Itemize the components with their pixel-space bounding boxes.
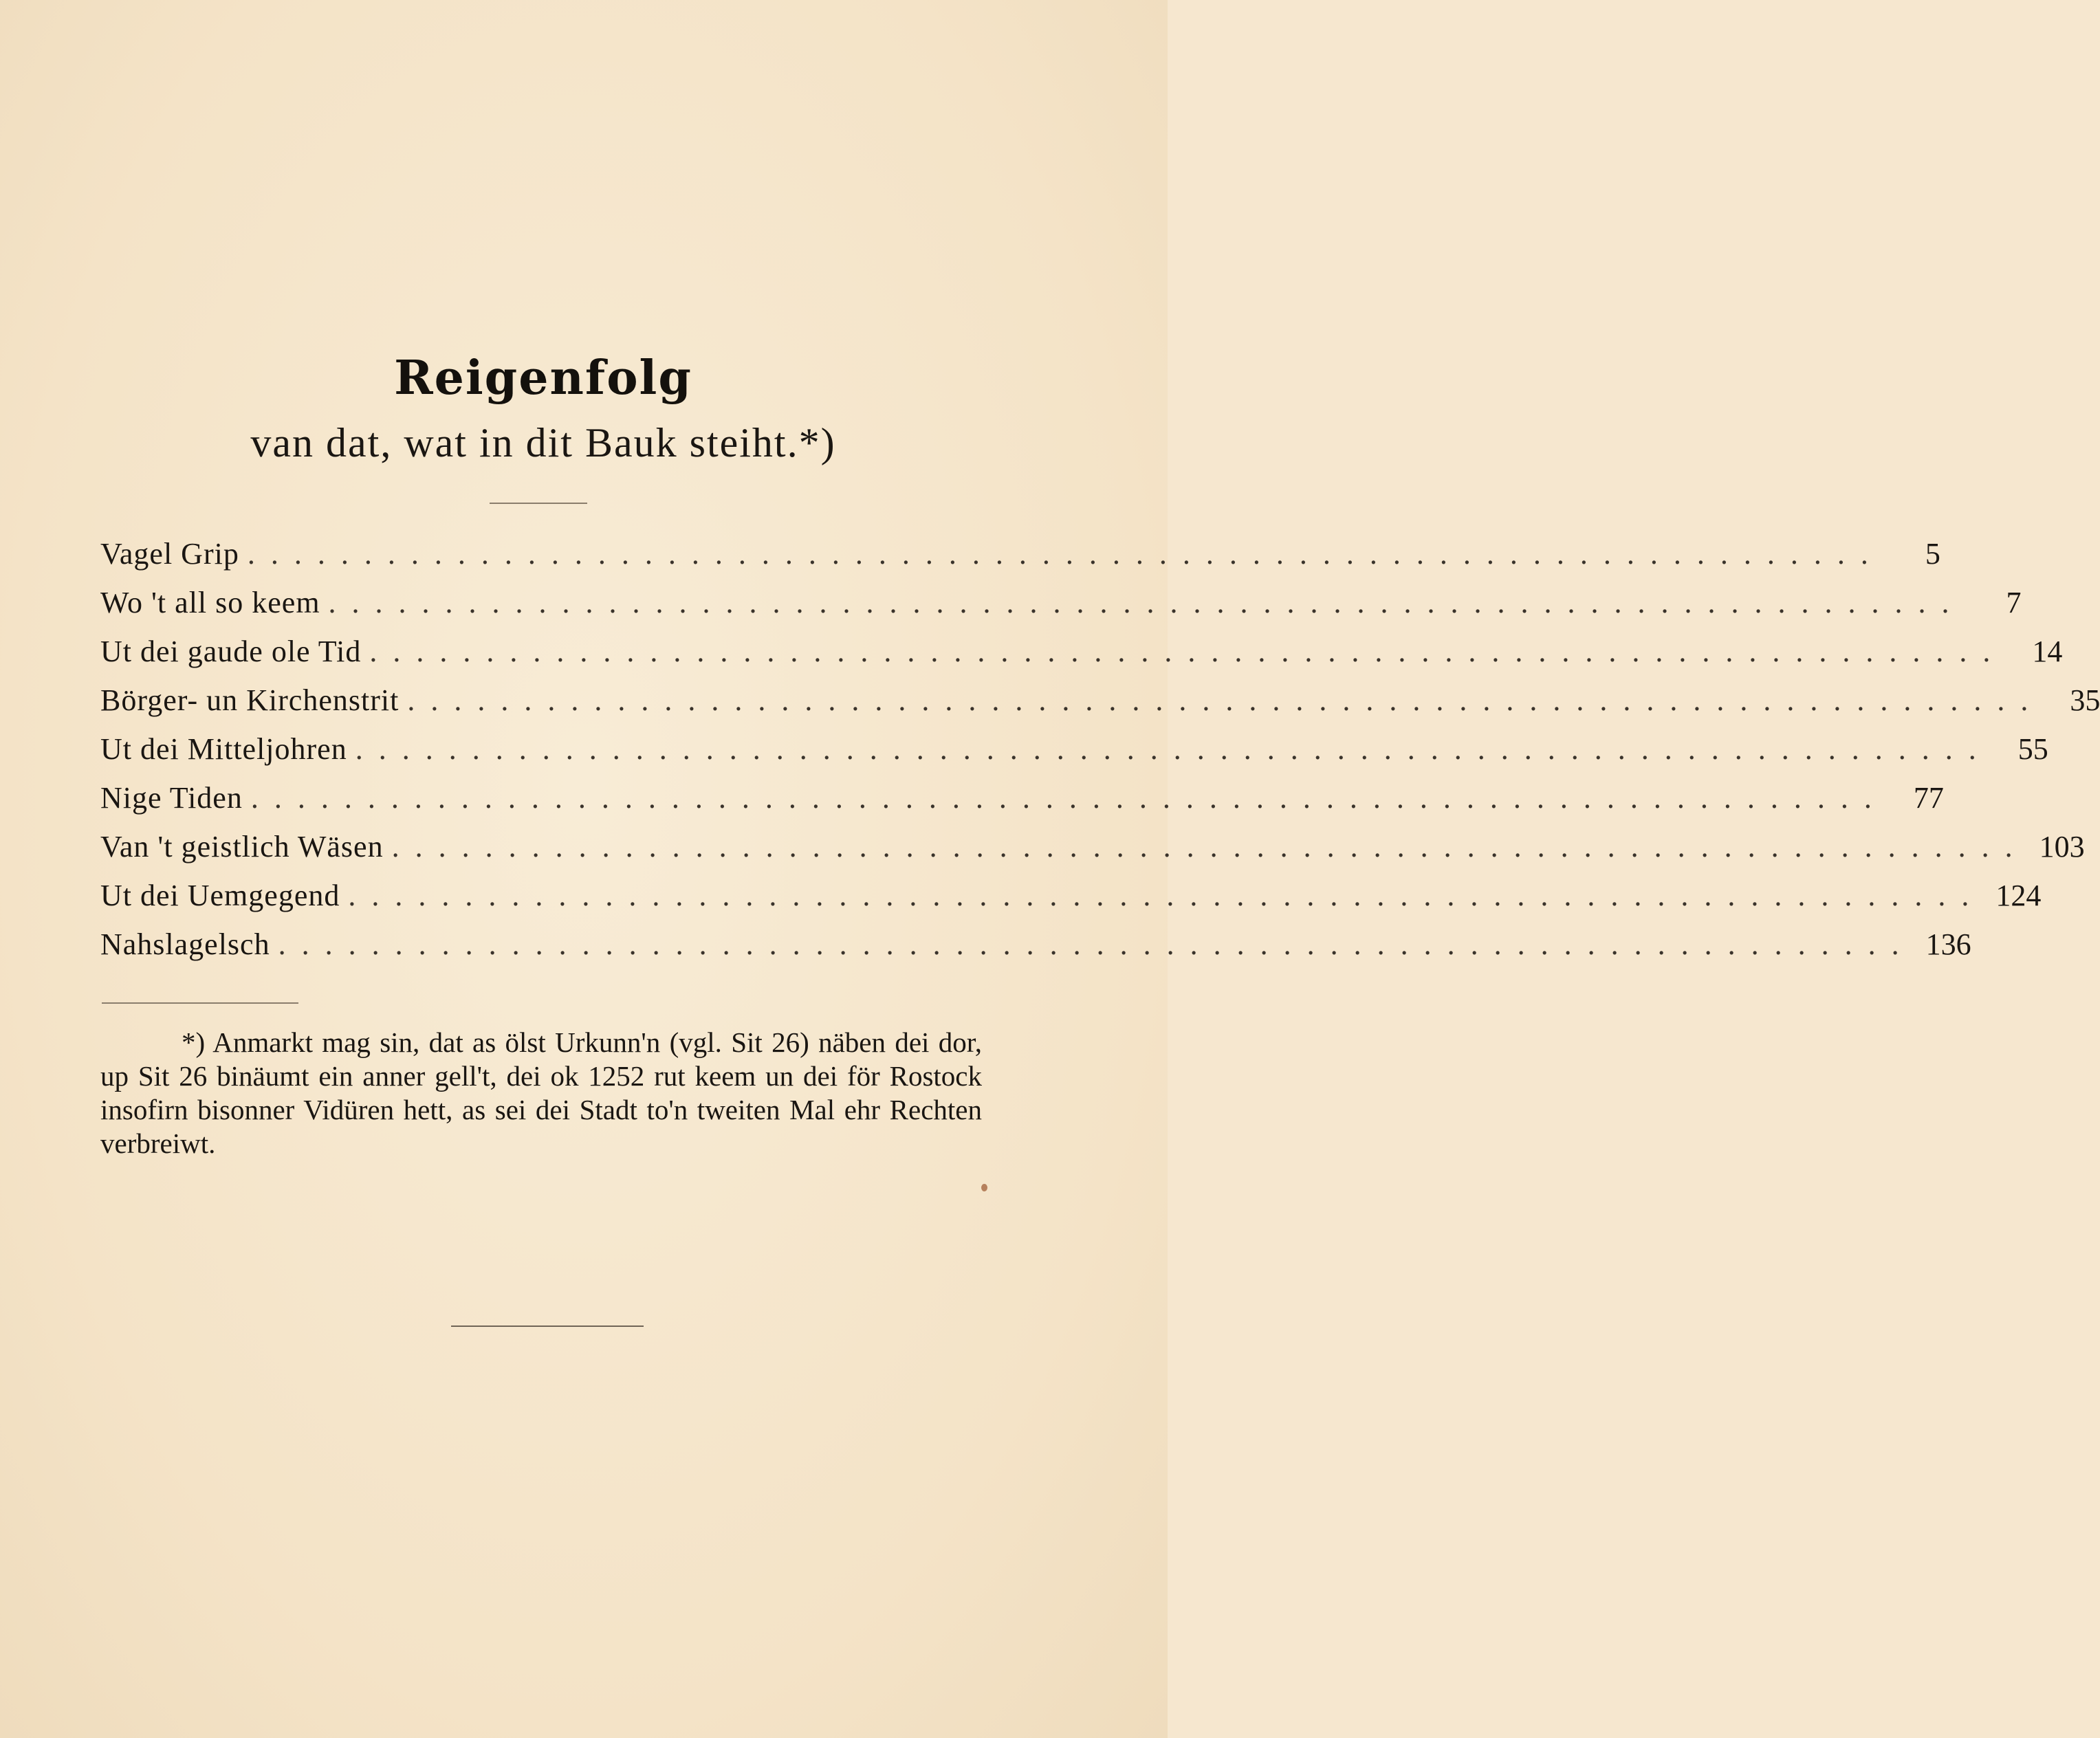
footnote-text: *) Anmarkt mag sin, dat as ölst Urkunn'n (vgl. Sit 26) näben dei dor, up Sit 26 binäumt ein anner gell't, dei ok 1252 rut keem un dei för Rostock insofirn bisonner Vidüren hett, as sei dei Stadt to'n tweiten Mal ehr Rechten verbreiwt. — [100, 1026, 982, 1159]
toc-entry — [100, 683, 2100, 732]
toc-entry — [100, 585, 2022, 634]
toc-entry — [100, 536, 1940, 585]
page-title: Reigenfolg — [394, 351, 692, 406]
toc-entry-page: 35 — [2070, 683, 2100, 717]
toc-entry-title: Ut dei Mitteljohren — [100, 732, 347, 766]
end-rule — [451, 1326, 644, 1327]
toc-entry-page: 124 — [1995, 879, 2042, 912]
toc-leader-dots: ...................................................................... — [250, 781, 1888, 815]
toc-entry-title: Ut dei gaude ole Tid — [100, 635, 362, 668]
toc-leader-dots: ...................................................................... — [407, 683, 2044, 717]
footnote — [100, 1026, 982, 1160]
toc-leader-dots: ...................................................................... — [355, 732, 1992, 766]
toc-entry-page: 14 — [2032, 635, 2063, 668]
toc-entry-page: 7 — [2006, 586, 2022, 619]
table-of-contents — [100, 536, 2100, 976]
toc-entry-page: 136 — [1925, 927, 1971, 961]
toc-entry-title: Nige Tiden — [100, 781, 243, 815]
toc-entry — [100, 780, 1944, 829]
toc-entry — [100, 732, 2048, 780]
toc-leader-dots: ...................................................................... — [391, 830, 2028, 864]
toc-leader-dots: ...................................................................... — [278, 927, 1915, 961]
toc-entry-title: Vagel Grip — [100, 537, 239, 571]
toc-entry-title: Börger- un Kirchenstrit — [100, 683, 400, 717]
toc-entry — [100, 878, 2042, 927]
toc-leader-dots: ...................................................................... — [328, 586, 1965, 619]
toc-entry — [100, 927, 1971, 976]
toc-entry-title: Wo 't all so keem — [100, 586, 320, 619]
toc-entry-page: 77 — [1913, 781, 1944, 815]
footnote-divider — [102, 1002, 298, 1004]
paper-speck — [981, 1184, 987, 1191]
toc-entry-title: Ut dei Uemgegend — [100, 879, 340, 912]
toc-entry-page: 55 — [2017, 732, 2048, 766]
toc-entry-page: 103 — [2039, 830, 2085, 864]
toc-entry-page: 5 — [1925, 537, 1940, 571]
toc-entry — [100, 829, 2085, 878]
toc-entry-title: Nahslagelsch — [100, 927, 270, 961]
toc-leader-dots: ...................................................................... — [348, 879, 1985, 912]
toc-entry-title: Van 't geistlich Wäsen — [100, 830, 384, 864]
toc-leader-dots: ...................................................................... — [369, 635, 2006, 668]
toc-entry — [100, 634, 2063, 683]
title-divider — [490, 503, 587, 504]
toc-leader-dots: ...................................................................... — [247, 537, 1884, 571]
page-subtitle: van dat, wat in dit Bauk steiht.*) — [250, 420, 836, 465]
